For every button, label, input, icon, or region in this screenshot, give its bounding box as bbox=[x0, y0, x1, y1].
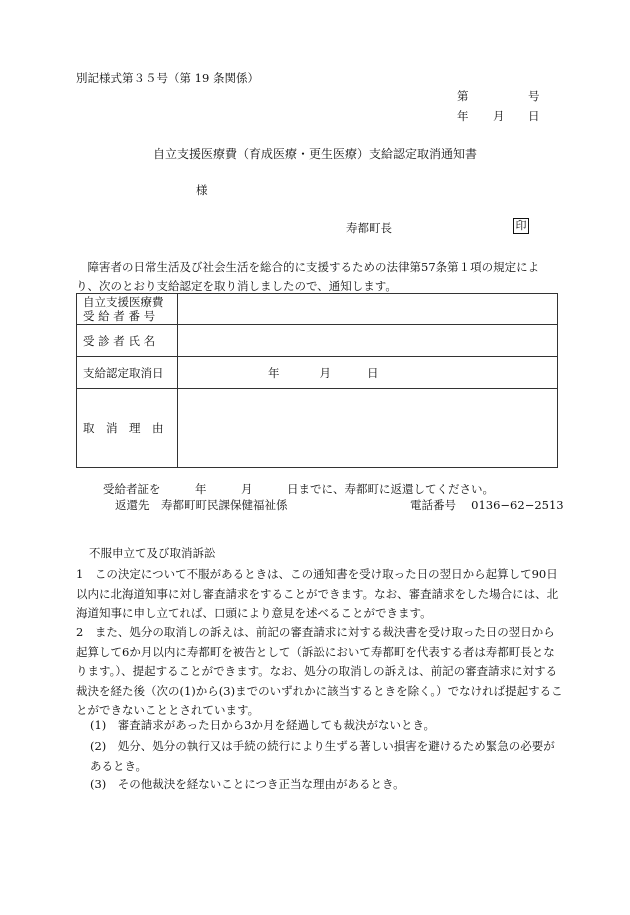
cancel-date-label: 支給認定取消日 bbox=[77, 357, 178, 389]
recipient-number-label bbox=[77, 294, 178, 325]
cancel-date-day: 日 bbox=[367, 365, 379, 380]
intro-body: 障害者の日常生活及び社会生活を総合的に支援するための法律第57条第１項の規定により、次のとおり支給認定を取り消しましたので、通知します。 bbox=[76, 260, 540, 293]
number-prefix: 第 bbox=[457, 89, 469, 103]
reason-value bbox=[178, 389, 558, 468]
document-title: 自立支援医療費（育成医療・更生医療）支給認定取消通知書 bbox=[152, 147, 477, 161]
objection-paragraph-2: 2 また、処分の取消しの訴えは、前記の審査請求に対する裁決書を受け取った日の翌日から起算して6か月以内に寿都町を被告として（訴訟において寿都町を代表する者は寿都町長となります。）、提起することができます。なお、処分の取消しの訴えは、前記の審査請求に対する裁決を経た後（次の(1)から(3)までのいずれかに該当するときを除く。）でなければ提起することができないこととされています。 bbox=[76, 625, 563, 717]
patient-name-label: 受 診 者 氏 名 bbox=[77, 325, 178, 357]
objection-item-3: (3) その他裁決を経ないことにつき正当な理由があるとき。 bbox=[90, 777, 405, 791]
cancel-date-month: 月 bbox=[319, 365, 331, 380]
addressee-suffix: 様 bbox=[196, 183, 208, 197]
objection-item-2: (2) 処分、処分の執行又は手続の続行により生ずる著しい損害を避けるため緊急の必要があるとき。 bbox=[90, 739, 555, 773]
telephone: 電話番号 0136−62−2513 bbox=[410, 498, 564, 512]
intro-text bbox=[76, 258, 562, 296]
return-notice: 受給者証を 年 月 日までに、寿都町に返還してください。 bbox=[103, 482, 494, 496]
return-destination: 返還先 寿都町町民課保健福祉係 bbox=[115, 498, 288, 512]
date-month-label: 月 bbox=[493, 109, 505, 123]
seal-mark: 印 bbox=[513, 218, 529, 234]
recipient-number-label-line2: 受 給 者 番 号 bbox=[83, 309, 156, 323]
objection-title: 不服申立て及び取消訴訟 bbox=[89, 546, 216, 560]
date-year-label: 年 bbox=[457, 109, 469, 123]
date-day-label: 日 bbox=[528, 109, 540, 123]
reason-label: 取 消 理 由 bbox=[77, 389, 178, 468]
form-id: 別記様式第３５号（第 19 条関係） bbox=[76, 71, 259, 85]
cancel-date-year: 年 bbox=[268, 365, 280, 380]
patient-name-value bbox=[178, 325, 558, 357]
number-suffix: 号 bbox=[528, 89, 540, 103]
cancellation-table bbox=[76, 293, 558, 468]
recipient-number-value bbox=[178, 294, 558, 325]
cancel-date-value bbox=[178, 357, 558, 389]
recipient-number-label-line1: 自立支援医療費 bbox=[83, 295, 164, 309]
objection-paragraph-1: 1 この決定について不服があるときは、この通知書を受け取った日の翌日から起算して90日以内に北海道知事に対し審査請求をすることができます。なお、審査請求をした場合には、北海道知事に申し立てれば、口頭により意見を述べることができます。 bbox=[76, 567, 559, 620]
issuer: 寿都町長 bbox=[346, 221, 392, 235]
objection-item-1: (1) 審査請求があった日から3か月を経過しても裁決がないとき。 bbox=[90, 718, 436, 732]
